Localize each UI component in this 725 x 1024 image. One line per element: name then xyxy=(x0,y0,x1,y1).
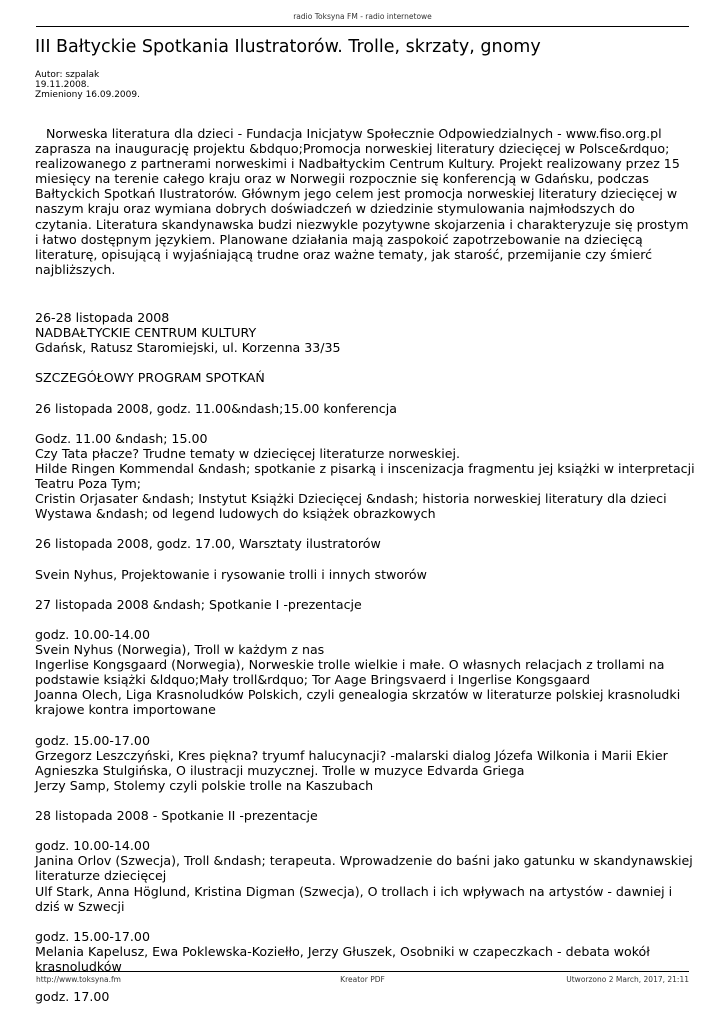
article-meta xyxy=(35,70,140,100)
day1-heading: 26 listopada 2008, godz. 11.00&ndash;15.00 konferencja xyxy=(35,400,397,416)
program-heading: SZCZEGÓŁOWY PROGRAM SPOTKAŃ xyxy=(35,370,265,386)
day3-evening-time: godz. 17.00 xyxy=(35,989,110,1005)
page-footer xyxy=(36,975,689,985)
day3-afternoon-item: Melania Kapelusz, Ewa Poklewska-Koziełło, Jerzy Głuszek, Osobniki w czapeczkach - debata wokół krasnoludków xyxy=(35,943,650,974)
header-divider xyxy=(36,26,689,27)
venue-dates: 26-28 listopada 2008 xyxy=(35,309,170,325)
day3-afternoon-time: godz. 15.00-17.00 xyxy=(35,928,150,944)
day2-morning-item: Ingerlise Kongsgaard (Norwegia), Norweskie trolle wielkie i małe. O własnych relacjach z trollami na podstawie książki &ldquo;Mały troll&rdquo; Tor Aage Bringsvaerd i Ingerlise Kongsgaard xyxy=(35,657,665,688)
footer-divider xyxy=(36,971,689,972)
day1-item: Czy Tata płacze? Trudne tematy w dziecięcej literaturze norweskiej. xyxy=(35,445,460,461)
workshop-heading: 26 listopada 2008, godz. 17.00, Warsztaty ilustratorów xyxy=(35,536,381,552)
day2-afternoon-time: godz. 15.00-17.00 xyxy=(35,732,150,748)
day1-item: Cristin Orjasater &ndash; Instytut Książki Dziecięcej &ndash; historia norweskiej literatury dla dzieci xyxy=(35,491,667,507)
article-body xyxy=(35,126,695,1004)
day1-item: Wystawa &ndash; od legend ludowych do książek obrazkowych xyxy=(35,506,436,522)
created-date: 19.11.2008. xyxy=(35,80,90,90)
author-line: Autor: szpalak xyxy=(35,70,100,80)
workshop-item: Svein Nyhus, Projektowanie i rysowanie trolli i innych stworów xyxy=(35,566,427,582)
day2-afternoon-item: Jerzy Samp, Stolemy czyli polskie trolle na Kaszubach xyxy=(35,777,374,793)
page-header: radio Toksyna FM - radio internetowe xyxy=(293,12,432,21)
day2-morning-item: Joanna Olech, Liga Krasnoludków Polskich, czyli genealogia skrzatów w literaturze polskiej krasnoludki krajowe kontra importowane xyxy=(35,687,681,718)
day2-heading: 27 listopada 2008 &ndash; Spotkanie I -prezentacje xyxy=(35,596,362,612)
day3-morning-item: Ulf Stark, Anna Höglund, Kristina Digman (Szwecja), O trollach i ich wpływach na artystów - dawniej i dziś w Szwecji xyxy=(35,883,673,914)
day3-heading: 28 listopada 2008 - Spotkanie II -prezentacje xyxy=(35,808,318,824)
article-title: III Bałtyckie Spotkania Ilustratorów. Trolle, skrzaty, gnomy xyxy=(35,37,541,57)
venue-address: Gdańsk, Ratusz Staromiejski, ul. Korzenna 33/35 xyxy=(35,340,341,356)
venue-name: NADBAŁTYCKIE CENTRUM KULTURY xyxy=(35,325,257,341)
footer-created: Utworzono 2 March, 2017, 21:11 xyxy=(566,975,689,984)
day2-afternoon-item: Grzegorz Leszczyński, Kres piękna? tryumf halucynacji? -malarski dialog Józefa Wilkonia i Marii Ekier xyxy=(35,747,668,763)
modified-date: Zmieniony 16.09.2009. xyxy=(35,90,140,100)
day1-item: Hilde Ringen Kommendal &ndash; spotkanie z pisarką i inscenizacja fragmentu jej książki w interpretacji Teatru Poza Tym; xyxy=(35,460,695,491)
lead-paragraph: Norweska literatura dla dzieci - Fundacja Inicjatyw Społecznie Odpowiedzialnych - www.fiso.org.pl zaprasza na inaugurację projektu &bdquo;Promocja norweskiej literatury dziecięcej w Polsce&rdquo; realizowanego z partnerami norweskimi i Nadbałtyckim Centrum Kultury. Projekt realizowany przez 15 miesięcy na terenie całego kraju oraz w Norwegii rozpocznie się konferencją w Gdańsku, podczas Bałtyckich Spotkań Ilustratorów. Głównym jego celem jest promocja norweskiej literatury dziecięcej w naszym kraju oraz wymiana dobrych doświadczeń w dziedzinie stymulowania najmłodszych do czytania. Literatura skandynawska budzi niezwykle pozytywne skojarzenia i charakteryzuje się prostym i łatwo dostępnym językiem. Planowane działania mają zaspokoić zapotrzebowanie na dziecięcą literaturę, opisującą i wyjaśniającą trudne oraz ważne tematy, jak starość, przemijanie czy śmierć najbliższych. xyxy=(35,126,689,277)
footer-generator: Kreator PDF xyxy=(340,975,385,984)
day3-morning-time: godz. 10.00-14.00 xyxy=(35,838,150,854)
day2-afternoon-item: Agnieszka Stulgińska, O ilustracji muzycznej. Trolle w muzyce Edvarda Griega xyxy=(35,762,525,778)
day2-morning-time: godz. 10.00-14.00 xyxy=(35,626,150,642)
day3-morning-item: Janina Orlov (Szwecja), Troll &ndash; terapeuta. Wprowadzenie do baśni jako gatunku w skandynawskiej literaturze dziecięcej xyxy=(35,853,693,884)
footer-url: http://www.toksyna.fm xyxy=(36,975,121,984)
day1-time: Godz. 11.00 &ndash; 15.00 xyxy=(35,430,208,446)
day2-morning-item: Svein Nyhus (Norwegia), Troll w każdym z nas xyxy=(35,642,325,657)
